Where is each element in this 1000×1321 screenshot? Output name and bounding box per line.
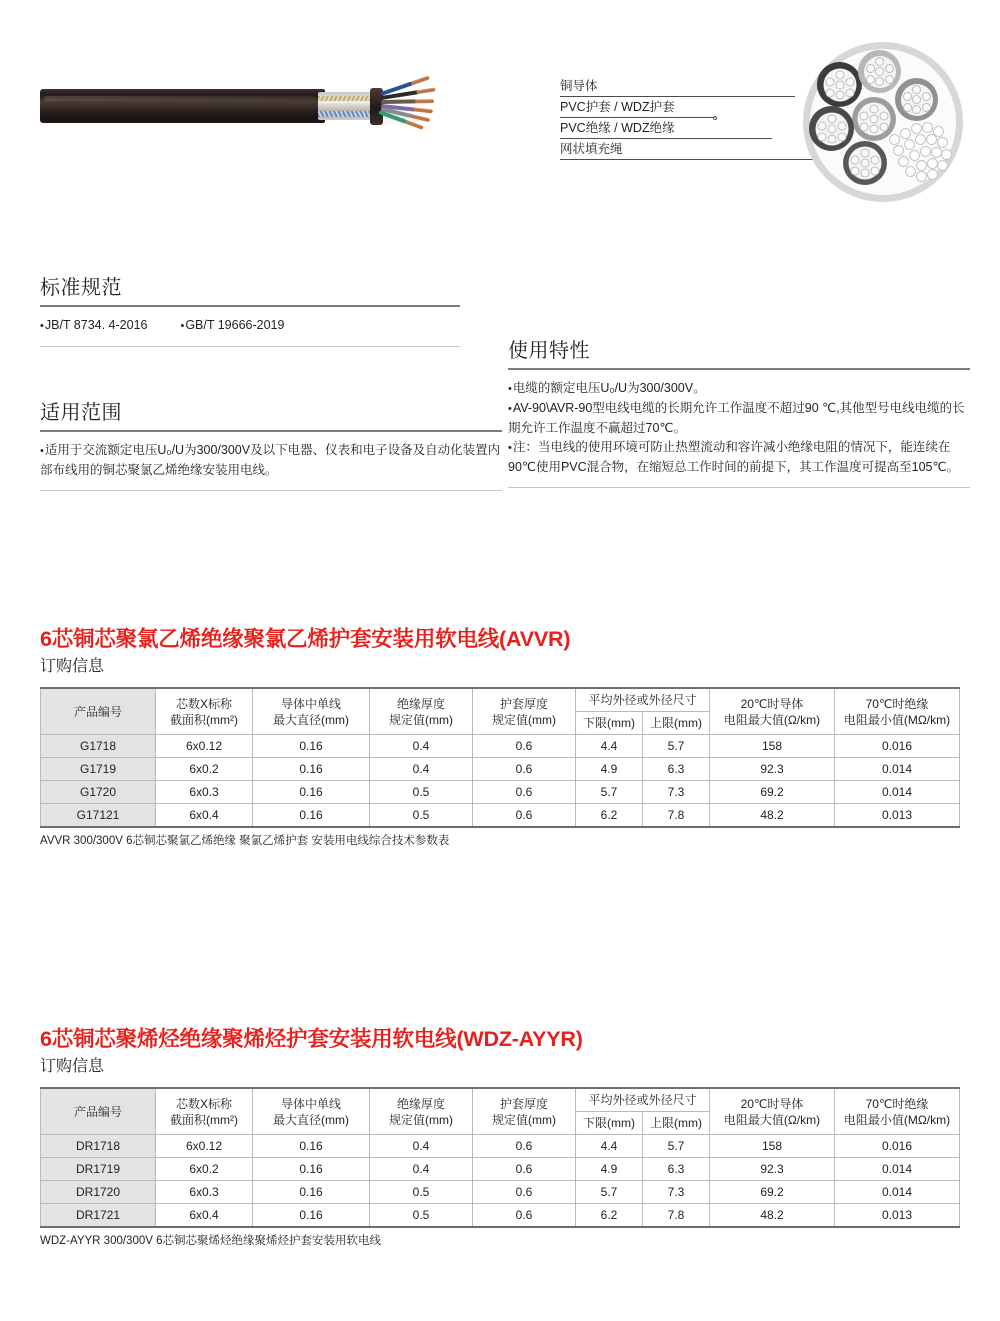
table-row	[41, 758, 960, 781]
standards-items-line	[40, 316, 460, 336]
cross-section-callout	[560, 40, 980, 210]
th-conductor-resistance	[710, 1088, 835, 1135]
th-insulation-resistance	[835, 1088, 960, 1135]
th-strand-diameter-l1: 导体中单线	[280, 696, 341, 711]
xsec-strand	[870, 125, 879, 134]
cable-outer-sheath	[40, 89, 325, 123]
cell-sheath-thickness: 0.6	[473, 758, 576, 781]
cell-section-area: 6x0.3	[156, 1181, 253, 1204]
table-row	[41, 735, 960, 758]
cell-conductor-resistance: 69.2	[710, 1181, 835, 1204]
cell-conductor-resistance: 48.2	[710, 804, 835, 828]
spec-table-wdz-ayyr	[40, 1087, 960, 1228]
th-insulation-resistance-l2: 电阻最小值(MΩ/km)	[843, 1112, 951, 1127]
bullet-dot: •	[40, 445, 44, 457]
xsec-filler	[937, 160, 948, 171]
callout-label-filler-rope: 网状填充绳	[560, 142, 623, 156]
spec-table-avvr	[40, 687, 960, 828]
th-strand-diameter-l2: 最大直径(mm)	[273, 1112, 349, 1127]
xsec-strand	[875, 77, 884, 86]
xsec-core-6-conductor	[849, 147, 882, 180]
xsec-strand	[827, 114, 836, 123]
xsec-strand	[835, 80, 844, 89]
callout-label-pvc-insulation: PVC绝缘 / WDZ绝缘	[560, 121, 675, 135]
section-scope-title: 适用范围	[40, 402, 122, 424]
xsec-strand	[817, 132, 826, 141]
xsec-strand	[845, 88, 854, 97]
th-strand-diameter-l1: 导体中单线	[280, 1096, 341, 1111]
xsec-filler	[889, 134, 900, 145]
standard-item-gbt: GB/T 19666-2019	[185, 318, 285, 332]
cell-strand-diameter: 0.16	[253, 781, 370, 804]
xsec-strand	[903, 103, 912, 112]
cell-strand-diameter: 0.16	[253, 758, 370, 781]
xsec-filler-rope-region	[887, 120, 951, 184]
xsec-core-2	[858, 50, 901, 93]
standards-rule-bottom	[40, 346, 460, 347]
xsec-core-1	[817, 62, 862, 107]
copper-tip-1	[411, 76, 430, 86]
scope-text: 适用于交流额定电压U₀/U为300/300V及以下电器、仪表和电子设备及自动化装置内部布线用的铜芯聚氯乙烯绝缘安装用电线。	[40, 443, 501, 477]
th-insulation-thickness	[370, 1088, 473, 1135]
xsec-strand	[835, 70, 844, 79]
cell-product-code: DR1719	[41, 1158, 156, 1181]
cell-od-max: 5.7	[643, 1135, 710, 1158]
th-insulation-l1: 绝缘厚度	[396, 696, 445, 711]
header-row-top	[41, 1088, 960, 1112]
leader-line-3	[560, 138, 772, 139]
cell-od-max: 6.3	[643, 758, 710, 781]
th-sheath-l2: 规定值(mm)	[492, 712, 556, 727]
cell-od-max: 7.8	[643, 1204, 710, 1228]
spec-table-wdz-ayyr-body	[41, 1135, 960, 1228]
th-insulation-resistance-l2: 电阻最小值(MΩ/km)	[843, 712, 951, 727]
cell-sheath-thickness: 0.6	[473, 781, 576, 804]
table-row	[41, 1181, 960, 1204]
cell-od-max: 7.3	[643, 781, 710, 804]
cell-insulation-thickness: 0.4	[370, 1135, 473, 1158]
xsec-core-3	[895, 78, 938, 121]
cell-strand-diameter: 0.16	[253, 1135, 370, 1158]
cell-sheath-thickness: 0.6	[473, 735, 576, 758]
cell-product-code: DR1721	[41, 1204, 156, 1228]
cell-insulation-resistance: 0.014	[835, 1181, 960, 1204]
cell-sheath-thickness: 0.6	[473, 1158, 576, 1181]
cell-conductor-resistance: 158	[710, 735, 835, 758]
th-strand-diameter-l2: 最大直径(mm)	[273, 712, 349, 727]
xsec-filler	[905, 166, 916, 177]
cable-conductor-3	[381, 99, 417, 104]
scope-rule-bottom	[40, 490, 502, 491]
characteristics-line-3	[508, 438, 970, 477]
xsec-filler	[911, 123, 922, 134]
cell-od-min: 4.9	[576, 1158, 643, 1181]
cell-section-area: 6x0.12	[156, 735, 253, 758]
cell-strand-diameter: 0.16	[253, 1181, 370, 1204]
spec-table-avvr-caption: AVVR 300/300V 6芯铜芯聚氯乙烯绝缘 聚氯乙烯护套 安装用电线综合技术参数表	[40, 835, 450, 847]
cell-conductor-resistance: 92.3	[710, 758, 835, 781]
cell-insulation-thickness: 0.5	[370, 804, 473, 828]
th-section-area-l2: 截面积(mm²)	[170, 712, 238, 727]
cell-strand-diameter: 0.16	[253, 1158, 370, 1181]
cell-insulation-thickness: 0.5	[370, 1181, 473, 1204]
xsec-core-2-conductor	[864, 56, 896, 88]
xsec-filler	[941, 149, 952, 160]
product-subtitle-avvr: 订购信息	[40, 658, 105, 675]
xsec-strand	[871, 156, 880, 165]
cell-insulation-resistance: 0.013	[835, 1204, 960, 1228]
xsec-core-4-conductor	[858, 103, 891, 136]
xsec-strand	[870, 115, 879, 124]
xsec-strand	[861, 159, 870, 168]
xsec-strand	[912, 105, 921, 114]
cell-od-max: 6.3	[643, 1158, 710, 1181]
th-insulation-l2: 规定值(mm)	[389, 1112, 453, 1127]
cell-insulation-resistance: 0.014	[835, 758, 960, 781]
xsec-strand	[860, 123, 869, 132]
th-section-area	[156, 1088, 253, 1135]
copper-tip-3	[415, 99, 434, 103]
xsec-strand	[885, 64, 894, 73]
xsec-strand	[922, 92, 931, 101]
section-standards	[40, 275, 460, 347]
th-insulation-resistance	[835, 688, 960, 735]
spec-table-avvr-body	[41, 735, 960, 828]
cell-od-min: 4.4	[576, 735, 643, 758]
leader-line-1	[560, 96, 795, 97]
callout-row-filler-rope	[560, 141, 800, 162]
cell-od-min: 4.9	[576, 758, 643, 781]
callout-row-pvc-sheath	[560, 99, 800, 120]
section-characteristics	[508, 338, 970, 488]
th-sheath-l1: 护套厚度	[499, 1096, 548, 1111]
th-outer-diameter-group: 平均外径或外径尺寸	[576, 1088, 710, 1112]
bullet-dot: •	[180, 320, 185, 332]
standard-item-jbt: JB/T 8734. 4-2016	[44, 318, 148, 332]
xsec-strand	[817, 121, 826, 130]
section-standards-title: 标准规范	[40, 277, 122, 299]
th-sheath-thickness	[473, 688, 576, 735]
th-outer-diameter-group: 平均外径或外径尺寸	[576, 688, 710, 712]
xsec-strand	[827, 134, 836, 143]
bullet-dot: •	[508, 383, 512, 395]
th-sheath-l2: 规定值(mm)	[492, 1112, 556, 1127]
xsec-strand	[837, 132, 846, 141]
cell-sheath-thickness: 0.6	[473, 1135, 576, 1158]
cell-product-code: DR1720	[41, 1181, 156, 1204]
th-conductor-resistance	[710, 688, 835, 735]
xsec-strand	[861, 149, 870, 158]
cell-product-code: DR1718	[41, 1135, 156, 1158]
th-insulation-resistance-l1: 70℃时绝缘	[865, 1096, 929, 1111]
cell-product-code: G1718	[41, 735, 156, 758]
th-strand-diameter	[253, 1088, 370, 1135]
xsec-strand	[922, 103, 931, 112]
xsec-filler	[909, 150, 920, 161]
xsec-core-1-conductor	[823, 68, 856, 101]
cell-insulation-resistance: 0.016	[835, 1135, 960, 1158]
th-insulation-thickness	[370, 688, 473, 735]
xsec-strand	[861, 169, 870, 178]
xsec-strand	[845, 77, 854, 86]
callout-row-pvc-insulation	[560, 120, 800, 141]
xsec-strand	[885, 75, 894, 84]
th-product-code: 产品编号	[41, 1088, 156, 1135]
cell-section-area: 6x0.2	[156, 758, 253, 781]
cell-insulation-thickness: 0.5	[370, 781, 473, 804]
header-row-top	[41, 688, 960, 712]
cell-section-area: 6x0.3	[156, 781, 253, 804]
table-row	[41, 781, 960, 804]
cell-sheath-thickness: 0.6	[473, 804, 576, 828]
xsec-strand	[835, 90, 844, 99]
cell-insulation-resistance: 0.016	[835, 735, 960, 758]
xsec-strand	[837, 121, 846, 130]
th-conductor-resistance-l2: 电阻最大值(Ω/km)	[723, 712, 821, 727]
cell-insulation-thickness: 0.4	[370, 735, 473, 758]
cell-insulation-thickness: 0.4	[370, 1158, 473, 1181]
characteristics-text-temperature: AV-90\AVR-90型电线电缆的长期允许工作温度不超过90 ℃,其他型号电线电缆的长期允许工作温度不赢超过70℃。	[508, 401, 965, 435]
cell-section-area: 6x0.4	[156, 1204, 253, 1228]
th-od-min: 下限(mm)	[576, 1112, 643, 1135]
cell-conductor-resistance: 92.3	[710, 1158, 835, 1181]
section-characteristics-title: 使用特性	[508, 340, 590, 362]
th-conductor-resistance-l1: 20℃时导体	[740, 1096, 804, 1111]
xsec-strand	[866, 64, 875, 73]
spec-table-wdz-ayyr-head	[41, 1088, 960, 1135]
th-insulation-resistance-l1: 70℃时绝缘	[865, 696, 929, 711]
th-sheath-l1: 护套厚度	[499, 696, 548, 711]
callout-label-copper-conductor: 铜导体	[560, 79, 598, 93]
xsec-filler	[898, 156, 909, 167]
scope-paragraph	[40, 441, 502, 480]
cell-conductor-resistance: 69.2	[710, 781, 835, 804]
th-product-code: 产品编号	[41, 688, 156, 735]
xsec-strand	[827, 124, 836, 133]
section-scope-body	[40, 432, 502, 490]
cell-sheath-thickness: 0.6	[473, 1204, 576, 1228]
cell-od-min: 4.4	[576, 1135, 643, 1158]
callout-row-copper-conductor	[560, 78, 800, 99]
xsec-filler	[920, 146, 931, 157]
bullet-dot: •	[508, 442, 512, 454]
xsec-core-5-conductor	[815, 112, 848, 145]
xsec-core-6	[843, 141, 887, 185]
bullet-dot: •	[40, 320, 44, 332]
th-sheath-thickness	[473, 1088, 576, 1135]
xsec-filler	[916, 160, 927, 171]
th-conductor-resistance-l1: 20℃时导体	[740, 696, 804, 711]
characteristics-rule-bottom	[508, 487, 970, 488]
xsec-strand	[875, 57, 884, 66]
cell-od-min: 6.2	[576, 1204, 643, 1228]
xsec-strand	[871, 167, 880, 176]
cross-section-label-list	[560, 78, 800, 162]
cell-section-area: 6x0.2	[156, 1158, 253, 1181]
cell-strand-diameter: 0.16	[253, 1204, 370, 1228]
cell-insulation-resistance: 0.013	[835, 804, 960, 828]
xsec-strand	[912, 95, 921, 104]
th-conductor-resistance-l2: 电阻最大值(Ω/km)	[723, 1112, 821, 1127]
xsec-filler	[926, 134, 937, 145]
xsec-strand	[903, 92, 912, 101]
xsec-strand	[860, 112, 869, 121]
xsec-filler	[916, 171, 927, 182]
table-row	[41, 1158, 960, 1181]
leader-line-2	[560, 117, 715, 118]
cell-od-max: 7.3	[643, 1181, 710, 1204]
cell-section-area: 6x0.4	[156, 804, 253, 828]
section-standards-body	[40, 307, 460, 346]
characteristics-text-note: 注：当电线的使用环境可防止热塑流动和容许减小绝缘电阻的情况下，能连续在90℃使用PVC混合物，在缩短总工作时间的前提下，其工作温度可提高至105℃。	[508, 440, 960, 474]
xsec-strand	[851, 167, 860, 176]
cell-section-area: 6x0.12	[156, 1135, 253, 1158]
cable-cross-section-diagram	[795, 40, 970, 210]
th-section-area-l1: 芯数X标称	[175, 1096, 232, 1111]
xsec-strand	[825, 77, 834, 86]
cell-od-max: 7.8	[643, 804, 710, 828]
section-characteristics-body	[508, 370, 970, 487]
xsec-strand	[875, 67, 884, 76]
th-section-area	[156, 688, 253, 735]
xsec-strand	[870, 105, 879, 114]
cell-od-min: 5.7	[576, 781, 643, 804]
th-section-area-l1: 芯数X标称	[175, 696, 232, 711]
cell-insulation-resistance: 0.014	[835, 781, 960, 804]
cell-od-min: 6.2	[576, 804, 643, 828]
characteristics-line-2	[508, 399, 970, 438]
section-scope	[40, 400, 502, 491]
cell-product-code: G17121	[41, 804, 156, 828]
th-od-max: 上限(mm)	[643, 1112, 710, 1135]
xsec-strand	[866, 75, 875, 84]
cell-product-code: G1720	[41, 781, 156, 804]
xsec-filler	[893, 145, 904, 156]
th-insulation-l1: 绝缘厚度	[396, 1096, 445, 1111]
th-section-area-l2: 截面积(mm²)	[170, 1112, 238, 1127]
cell-od-max: 5.7	[643, 735, 710, 758]
xsec-core-3-conductor	[901, 84, 933, 116]
product-photo	[40, 55, 520, 175]
table-row	[41, 804, 960, 828]
characteristics-text-voltage: 电缆的额定电压U₀/U为300/300V。	[512, 381, 706, 395]
product-block-avvr	[40, 625, 960, 850]
xsec-filler	[904, 139, 915, 150]
cell-insulation-thickness: 0.4	[370, 758, 473, 781]
cell-strand-diameter: 0.16	[253, 735, 370, 758]
product-title-wdz-ayyr: 6芯铜芯聚烯烃绝缘聚烯烃护套安装用软电线(WDZ-AYYR)	[40, 1027, 583, 1051]
xsec-filler	[937, 137, 948, 148]
xsec-core-5	[809, 106, 854, 151]
callout-label-pvc-sheath: PVC护套 / WDZ护套	[560, 100, 675, 114]
spec-table-wdz-ayyr-caption: WDZ-AYYR 300/300V 6芯铜芯聚烯烃绝缘聚烯烃护套安装用软电线	[40, 1235, 381, 1247]
spec-table-avvr-head	[41, 688, 960, 735]
cable-cutaway-image	[40, 83, 430, 129]
cell-conductor-resistance: 158	[710, 1135, 835, 1158]
table-row	[41, 1204, 960, 1228]
cell-sheath-thickness: 0.6	[473, 1181, 576, 1204]
table-row	[41, 1135, 960, 1158]
xsec-filler	[922, 122, 933, 133]
cell-product-code: G1719	[41, 758, 156, 781]
copper-tip-2	[416, 87, 435, 94]
cell-insulation-thickness: 0.5	[370, 1204, 473, 1228]
th-strand-diameter	[253, 688, 370, 735]
xsec-filler	[927, 169, 938, 180]
cell-insulation-resistance: 0.014	[835, 1158, 960, 1181]
xsec-filler	[915, 134, 926, 145]
product-block-wdz-ayyr	[40, 1025, 960, 1250]
th-od-min: 下限(mm)	[576, 712, 643, 735]
cell-od-min: 5.7	[576, 1181, 643, 1204]
bullet-dot: •	[508, 403, 512, 415]
xsec-filler	[900, 128, 911, 139]
characteristics-line-1	[508, 379, 970, 399]
xsec-strand	[912, 85, 921, 94]
cell-strand-diameter: 0.16	[253, 804, 370, 828]
th-insulation-l2: 规定值(mm)	[389, 712, 453, 727]
xsec-strand	[851, 156, 860, 165]
cell-conductor-resistance: 48.2	[710, 1204, 835, 1228]
product-title-avvr: 6芯铜芯聚氯乙烯绝缘聚氯乙烯护套安装用软电线(AVVR)	[40, 627, 571, 651]
product-subtitle-wdz-ayyr: 订购信息	[40, 1058, 105, 1075]
th-od-max: 上限(mm)	[643, 712, 710, 735]
xsec-strand	[825, 88, 834, 97]
